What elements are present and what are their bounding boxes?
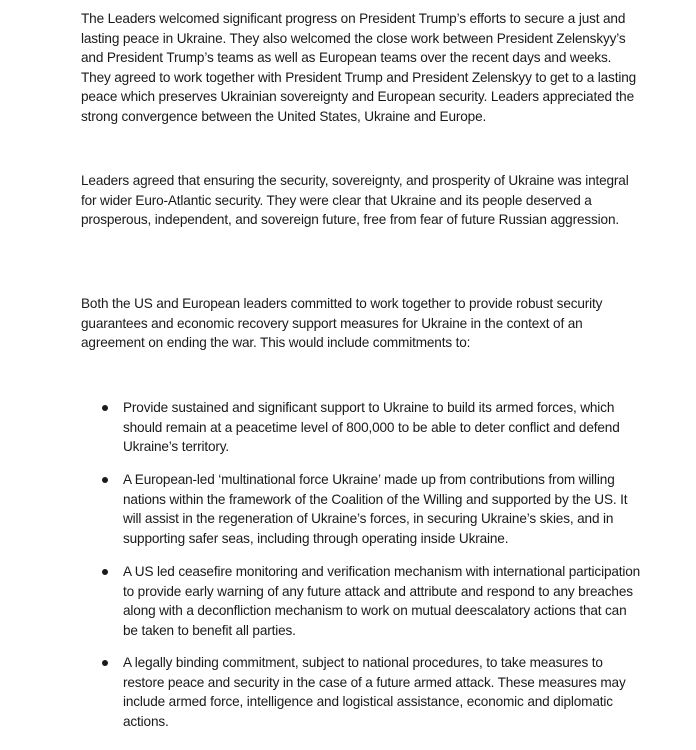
bullet-text: A European-led ‘multinational force Ukraine’ made up from contributions from willing nations within the framework of the Coalition of the Willing and supported by the US. It will assist in the regeneration of Ukraine’s forces, in securing Ukraine’s skies, and in supporting safer seas, including through operating inside Ukraine. [123, 472, 628, 546]
paragraph-progress-welcomed: The Leaders welcomed significant progress on President Trump’s efforts to secure a just and lasting peace in Ukraine. They also welcomed the close work between President Zelenskyy’s and President Trump’s teams as well as European teams over the recent days and weeks. They agreed to work together with President Trump and President Zelenskyy to get to a lasting peace which preserves Ukrainian sovereignty and European security. Leaders appreciated the strong convergence between the United States, Ukraine and Europe. [81, 11, 637, 124]
bullet-text: A legally binding commitment, subject to national procedures, to take measures to restore peace and security in the case of a future armed attack. These measures may include armed force, intelligence and logistical assistance, economic and diplomatic actions. [123, 655, 626, 729]
bullet-icon [102, 477, 108, 483]
paragraph-commitments-intro: Both the US and European leaders committed to work together to provide robust security guarantees and economic recovery support measures for Ukraine in the context of an agreement on ending the war. This would include commitments to: [81, 296, 603, 351]
bullet-icon [102, 405, 108, 411]
bullet-text: A US led ceasefire monitoring and verification mechanism with international participation to provide early warning of any future attack and attribute and respond to any breaches along with a deconfliction mechanism to work on mutual deescalatory actions that can be taken to benefit all parties. [123, 564, 641, 638]
paragraph-security-sovereignty: Leaders agreed that ensuring the security, sovereignty, and prosperity of Ukraine was integral for wider Euro-Atlantic security. They were clear that Ukraine and its people deserved a prosperous, independent, and sovereign future, free from fear of future Russian aggression. [81, 173, 629, 228]
bullet-icon [102, 569, 108, 575]
bullet-text: Provide sustained and significant support to Ukraine to build its armed forces, which should remain at a peacetime level of 800,000 to be able to deter conflict and defend Ukraine’s territory. [123, 400, 620, 455]
bullet-icon [102, 660, 108, 666]
